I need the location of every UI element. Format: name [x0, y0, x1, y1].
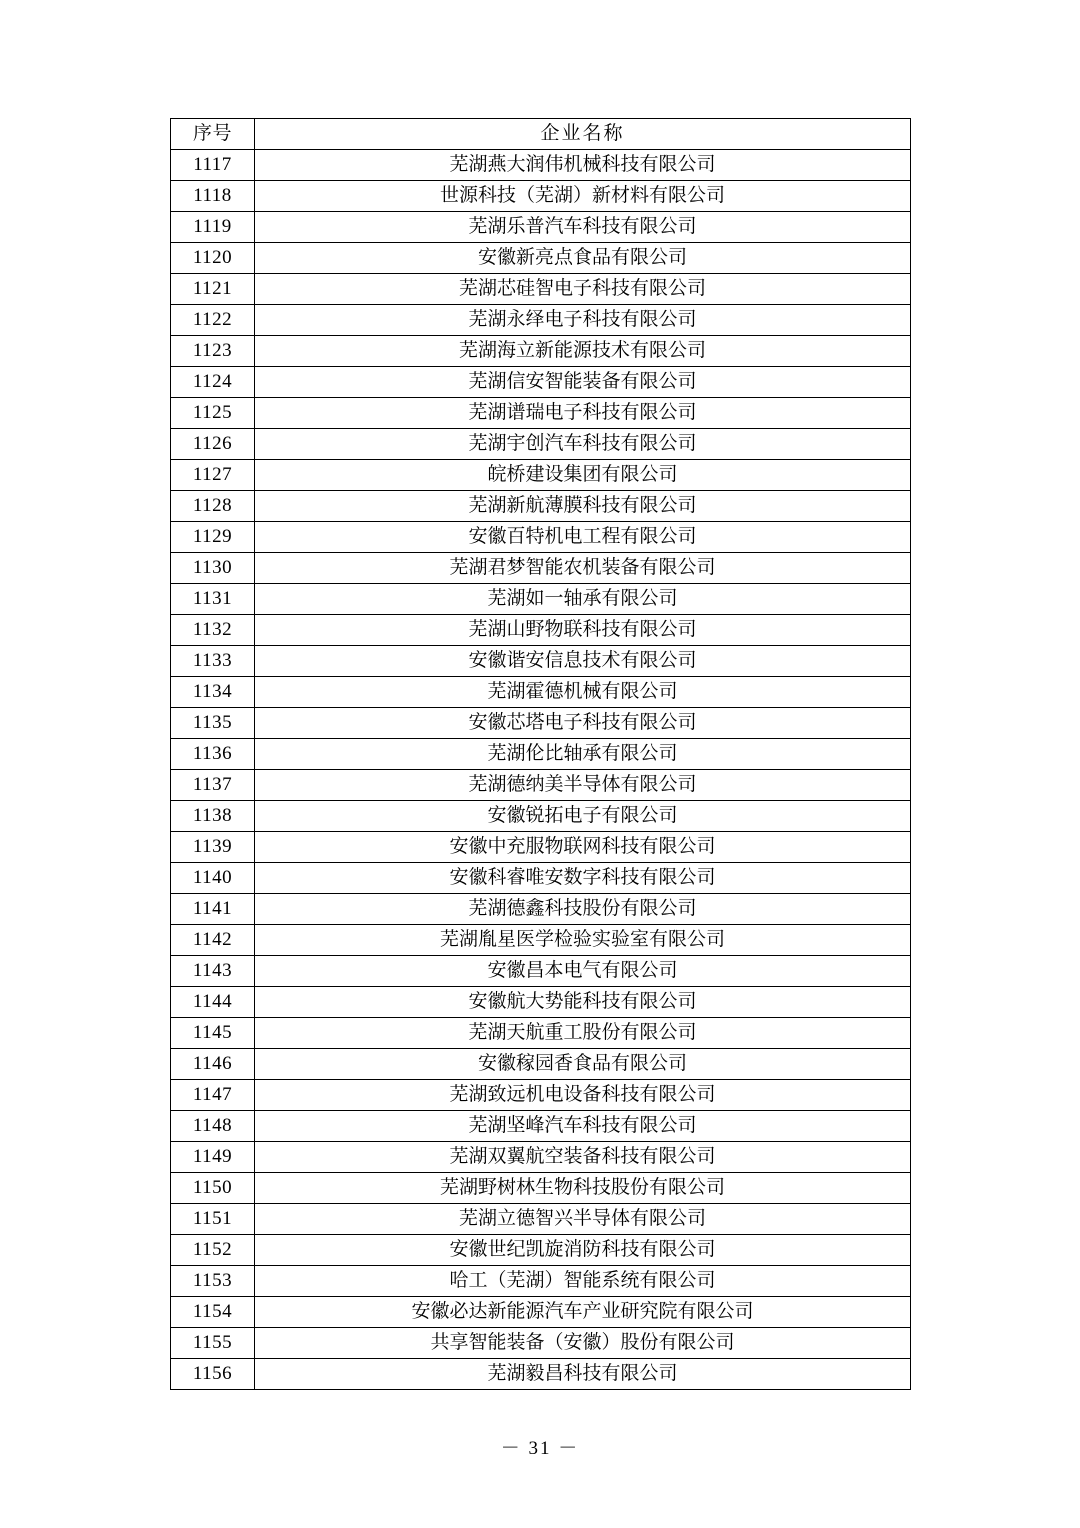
- table-row: [171, 1018, 911, 1049]
- cell-index: 1129: [171, 522, 255, 553]
- cell-index: 1150: [171, 1173, 255, 1204]
- cell-enterprise-name: 芜湖信安智能装备有限公司: [255, 367, 911, 398]
- cell-index: 1149: [171, 1142, 255, 1173]
- table-row: [171, 243, 911, 274]
- cell-enterprise-name: 芜湖坚峰汽车科技有限公司: [255, 1111, 911, 1142]
- table-row: [171, 925, 911, 956]
- cell-enterprise-name: 芜湖天航重工股份有限公司: [255, 1018, 911, 1049]
- cell-enterprise-name: 芜湖胤星医学检验实验室有限公司: [255, 925, 911, 956]
- cell-index: 1122: [171, 305, 255, 336]
- table-row: [171, 367, 911, 398]
- table-row: [171, 274, 911, 305]
- cell-enterprise-name: 安徽航大势能科技有限公司: [255, 987, 911, 1018]
- cell-enterprise-name: 芜湖永绎电子科技有限公司: [255, 305, 911, 336]
- page-number: － 31 －: [500, 1438, 580, 1459]
- table-header-row: [171, 119, 911, 150]
- cell-index: 1138: [171, 801, 255, 832]
- column-header-index: 序号: [171, 119, 255, 150]
- table-row: [171, 491, 911, 522]
- cell-enterprise-name: 芜湖君梦智能农机装备有限公司: [255, 553, 911, 584]
- cell-index: 1137: [171, 770, 255, 801]
- cell-index: 1128: [171, 491, 255, 522]
- table-row: [171, 956, 911, 987]
- table-row: [171, 1173, 911, 1204]
- cell-enterprise-name: 芜湖芯硅智电子科技有限公司: [255, 274, 911, 305]
- cell-index: 1156: [171, 1359, 255, 1390]
- cell-enterprise-name: 芜湖宇创汽车科技有限公司: [255, 429, 911, 460]
- cell-index: 1136: [171, 739, 255, 770]
- table-row: [171, 1266, 911, 1297]
- cell-index: 1144: [171, 987, 255, 1018]
- table-row: [171, 1359, 911, 1390]
- table-row: [171, 894, 911, 925]
- cell-enterprise-name: 芜湖立德智兴半导体有限公司: [255, 1204, 911, 1235]
- table-row: [171, 398, 911, 429]
- table-row: [171, 212, 911, 243]
- cell-index: 1123: [171, 336, 255, 367]
- cell-index: 1121: [171, 274, 255, 305]
- cell-enterprise-name: 安徽中充服物联网科技有限公司: [255, 832, 911, 863]
- table-row: [171, 429, 911, 460]
- table-row: [171, 460, 911, 491]
- table-row: [171, 1235, 911, 1266]
- cell-enterprise-name: 芜湖新航薄膜科技有限公司: [255, 491, 911, 522]
- cell-enterprise-name: 世源科技（芜湖）新材料有限公司: [255, 181, 911, 212]
- cell-enterprise-name: 安徽百特机电工程有限公司: [255, 522, 911, 553]
- column-header-enterprise-name: 企业名称: [255, 119, 911, 150]
- cell-enterprise-name: 芜湖德纳美半导体有限公司: [255, 770, 911, 801]
- cell-enterprise-name: 芜湖致远机电设备科技有限公司: [255, 1080, 911, 1111]
- cell-enterprise-name: 芜湖如一轴承有限公司: [255, 584, 911, 615]
- table-row: [171, 677, 911, 708]
- cell-enterprise-name: 芜湖双翼航空装备科技有限公司: [255, 1142, 911, 1173]
- cell-enterprise-name: 安徽谐安信息技术有限公司: [255, 646, 911, 677]
- cell-enterprise-name: 安徽世纪凯旋消防科技有限公司: [255, 1235, 911, 1266]
- table-row: [171, 150, 911, 181]
- table-body: [171, 150, 911, 1390]
- cell-index: 1145: [171, 1018, 255, 1049]
- cell-index: 1124: [171, 367, 255, 398]
- cell-enterprise-name: 芜湖乐普汽车科技有限公司: [255, 212, 911, 243]
- table-row: [171, 987, 911, 1018]
- cell-enterprise-name: 哈工（芜湖）智能系统有限公司: [255, 1266, 911, 1297]
- enterprise-list-table-wrapper: [170, 118, 910, 1390]
- table-row: [171, 646, 911, 677]
- cell-index: 1132: [171, 615, 255, 646]
- cell-enterprise-name: 芜湖伦比轴承有限公司: [255, 739, 911, 770]
- cell-enterprise-name: 安徽稼园香食品有限公司: [255, 1049, 911, 1080]
- cell-index: 1134: [171, 677, 255, 708]
- table-header: [171, 119, 911, 150]
- cell-enterprise-name: 安徽新亮点食品有限公司: [255, 243, 911, 274]
- cell-enterprise-name: 安徽科睿唯安数字科技有限公司: [255, 863, 911, 894]
- cell-enterprise-name: 芜湖德鑫科技股份有限公司: [255, 894, 911, 925]
- cell-index: 1154: [171, 1297, 255, 1328]
- table-row: [171, 1328, 911, 1359]
- cell-index: 1130: [171, 553, 255, 584]
- table-row: [171, 1204, 911, 1235]
- cell-enterprise-name: 安徽必达新能源汽车产业研究院有限公司: [255, 1297, 911, 1328]
- cell-index: 1143: [171, 956, 255, 987]
- cell-index: 1117: [171, 150, 255, 181]
- table-row: [171, 336, 911, 367]
- cell-index: 1131: [171, 584, 255, 615]
- cell-index: 1152: [171, 1235, 255, 1266]
- cell-enterprise-name: 芜湖山野物联科技有限公司: [255, 615, 911, 646]
- table-row: [171, 832, 911, 863]
- cell-index: 1118: [171, 181, 255, 212]
- cell-index: 1142: [171, 925, 255, 956]
- table-row: [171, 801, 911, 832]
- cell-enterprise-name: 芜湖谱瑞电子科技有限公司: [255, 398, 911, 429]
- cell-enterprise-name: 芜湖毅昌科技有限公司: [255, 1359, 911, 1390]
- cell-index: 1135: [171, 708, 255, 739]
- cell-index: 1120: [171, 243, 255, 274]
- table-row: [171, 1111, 911, 1142]
- cell-index: 1155: [171, 1328, 255, 1359]
- cell-index: 1119: [171, 212, 255, 243]
- table-row: [171, 181, 911, 212]
- cell-enterprise-name: 安徽芯塔电子科技有限公司: [255, 708, 911, 739]
- table-row: [171, 1297, 911, 1328]
- table-row: [171, 708, 911, 739]
- cell-index: 1140: [171, 863, 255, 894]
- table-row: [171, 615, 911, 646]
- table-row: [171, 522, 911, 553]
- table-row: [171, 1142, 911, 1173]
- enterprise-list-table: [170, 118, 911, 1390]
- cell-index: 1125: [171, 398, 255, 429]
- cell-index: 1147: [171, 1080, 255, 1111]
- cell-index: 1148: [171, 1111, 255, 1142]
- cell-enterprise-name: 共享智能装备（安徽）股份有限公司: [255, 1328, 911, 1359]
- cell-enterprise-name: 安徽昌本电气有限公司: [255, 956, 911, 987]
- cell-enterprise-name: 芜湖海立新能源技术有限公司: [255, 336, 911, 367]
- table-row: [171, 553, 911, 584]
- cell-index: 1127: [171, 460, 255, 491]
- table-row: [171, 739, 911, 770]
- cell-index: 1153: [171, 1266, 255, 1297]
- table-row: [171, 863, 911, 894]
- table-row: [171, 584, 911, 615]
- cell-index: 1151: [171, 1204, 255, 1235]
- cell-index: 1126: [171, 429, 255, 460]
- cell-index: 1141: [171, 894, 255, 925]
- cell-enterprise-name: 芜湖霍德机械有限公司: [255, 677, 911, 708]
- cell-enterprise-name: 安徽锐拓电子有限公司: [255, 801, 911, 832]
- cell-enterprise-name: 皖桥建设集团有限公司: [255, 460, 911, 491]
- table-row: [171, 305, 911, 336]
- cell-index: 1139: [171, 832, 255, 863]
- cell-index: 1146: [171, 1049, 255, 1080]
- table-row: [171, 1049, 911, 1080]
- cell-enterprise-name: 芜湖燕大润伟机械科技有限公司: [255, 150, 911, 181]
- table-row: [171, 1080, 911, 1111]
- cell-index: 1133: [171, 646, 255, 677]
- cell-enterprise-name: 芜湖野树林生物科技股份有限公司: [255, 1173, 911, 1204]
- table-row: [171, 770, 911, 801]
